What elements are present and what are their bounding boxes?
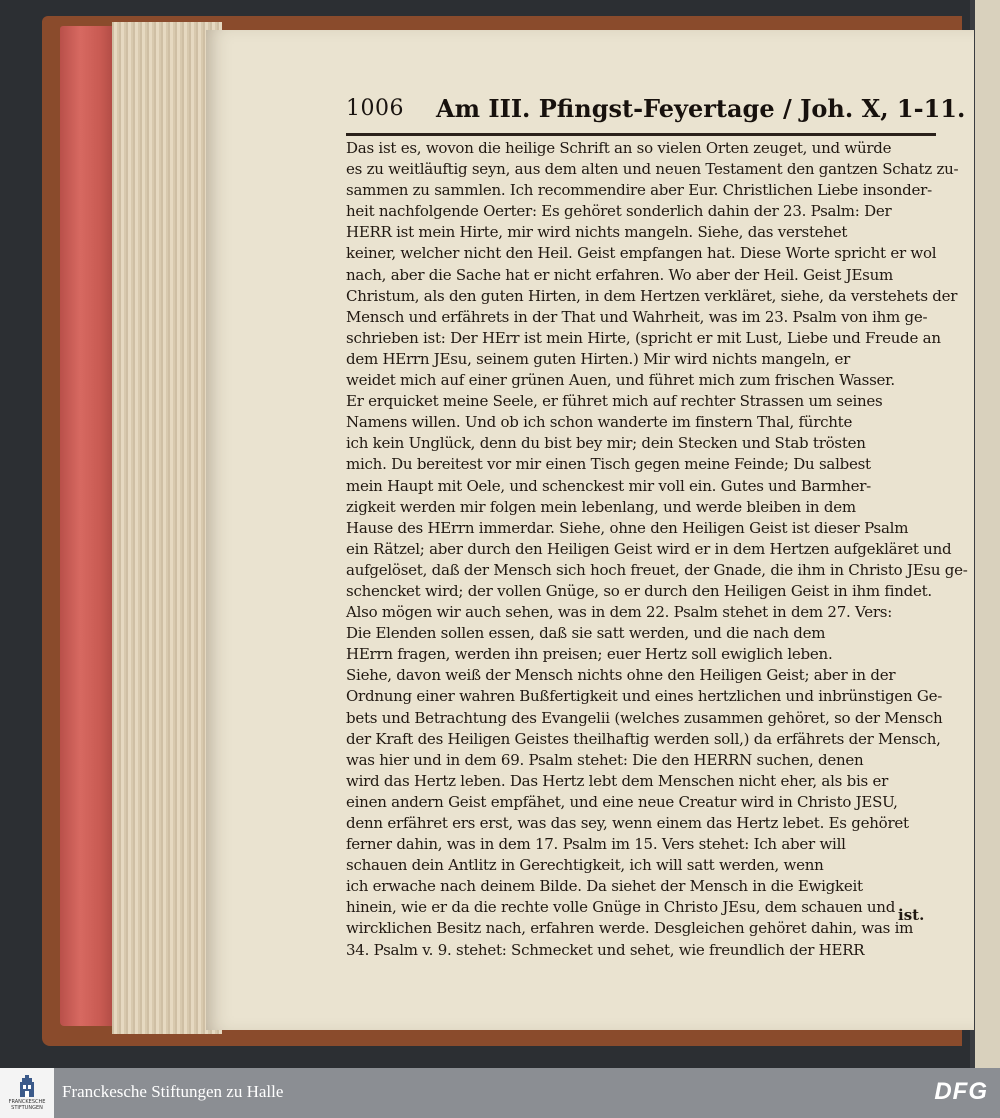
text-line: dem HErrn JEsu, seinem guten Hirten.) Mir wird nichts mangeln, er — [346, 349, 851, 368]
text-line: wird das Hertz leben. Das Hertz lebt dem Menschen nicht eher, als bis er — [346, 771, 889, 790]
text-line: Ordnung einer wahren Bußfertigkeit und eines hertzlichen und inbrünstigen Ge- — [346, 687, 943, 706]
text-line: weidet mich auf einer grünen Auen, und führet mich zum frischen Wasser. — [346, 371, 895, 390]
orphanage-emblem-icon — [19, 1075, 35, 1097]
running-head: Am III. Pfingst-Feyertage / Joh. X, 1-11. — [436, 94, 966, 123]
page-header — [346, 94, 966, 134]
next-page-edge — [970, 0, 1000, 1068]
text-line: Mensch und erfährets in der That und Wahrheit, was im 23. Psalm von ihm ge- — [346, 307, 928, 326]
text-line: 34. Psalm v. 9. stehet: Schmecket und sehet, wie freundlich der HERR — [346, 940, 865, 959]
text-line: ein Rätzel; aber durch den Heiligen Geist wird er in dem Hertzen aufgekläret und — [346, 539, 952, 558]
text-line: HErrn fragen, werden ihn preisen; euer Hertz soll ewiglich leben. — [346, 645, 833, 664]
text-line: Also mögen wir auch sehen, was in dem 22. Psalm stehet in dem 27. Vers: — [346, 603, 893, 622]
header-rule — [346, 133, 936, 136]
text-line: ferner dahin, was in dem 17. Psalm im 15. Vers stehet: Ich aber will — [346, 835, 846, 854]
text-line: einen andern Geist empfähet, und eine neue Creatur wird in Christo JESU, — [346, 792, 898, 811]
text-line: aufgelöset, daß der Mensch sich hoch freuet, der Gnade, die ihm in Christo JEsu ge- — [346, 560, 968, 579]
catchword: ist. — [898, 906, 925, 924]
dfg-logo[interactable]: DFG — [934, 1078, 988, 1105]
text-line: Die Elenden sollen essen, daß sie satt werden, und die nach dem — [346, 624, 826, 643]
text-line: schrieben ist: Der HErr ist mein Hirte, (spricht er mit Lust, Liebe und Freude an — [346, 328, 941, 347]
institution-name[interactable]: Franckesche Stiftungen zu Halle — [62, 1082, 284, 1101]
text-line: was hier und in dem 69. Psalm stehet: Die den HERRN suchen, denen — [346, 750, 864, 769]
text-line: keiner, welcher nicht den Heil. Geist empfangen hat. Diese Worte spricht er wol — [346, 244, 937, 263]
text-line: Siehe, davon weiß der Mensch nichts ohne den Heiligen Geist; aber in der — [346, 666, 896, 685]
text-line: sammen zu sammlen. Ich recommendire aber Eur. Christlichen Liebe insonder- — [346, 181, 932, 200]
text-line: nach, aber die Sache hat er nicht erfahren. Wo aber der Heil. Geist JEsum — [346, 265, 894, 284]
text-line: HERR ist mein Hirte, mir wird nichts mangeln. Siehe, das verstehet — [346, 223, 848, 242]
text-line: schauen dein Antlitz in Gerechtigkeit, ich will satt werden, wenn — [346, 856, 824, 875]
logo-text: FRANCKESCHE STIFTUNGEN — [8, 1099, 46, 1111]
text-line: denn erfähret ers erst, was das sey, wenn einem das Hertz lebet. Es gehöret — [346, 814, 909, 832]
page-number: 1006 — [346, 96, 404, 121]
text-line: heit nachfolgende Oerter: Es gehöret sonderlich dahin der 23. Psalm: Der — [346, 202, 892, 221]
text-line: ich kein Unglück, denn du bist bey mir; dein Stecken und Stab trösten — [346, 434, 866, 453]
text-line: wircklichen Besitz nach, erfahren werde. Desgleichen gehöret dahin, was im — [346, 919, 914, 938]
text-line: zigkeit werden mir folgen mein lebenlang, und werde bleiben in dem — [346, 497, 856, 516]
text-line: ich erwache nach deinem Bilde. Da siehet der Mensch in die Ewigkeit — [346, 877, 863, 896]
text-line: es zu weitläuftig seyn, aus dem alten und neuen Testament den gantzen Schatz zu- — [346, 160, 959, 179]
text-line: mein Haupt mit Oele, und schenckest mir voll ein. Gutes und Barmher- — [346, 476, 871, 495]
text-line: Das ist es, wovon die heilige Schrift an so vielen Orten zeuget, und würde — [346, 139, 892, 157]
institution-logo[interactable] — [0, 1068, 54, 1118]
text-line: bets und Betrachtung des Evangelii (welches zusammen gehöret, so der Mensch — [346, 708, 943, 727]
text-line: schencket wird; der vollen Gnüge, so er durch den Heiligen Geist in ihm findet. — [346, 581, 932, 600]
text-line: hinein, wie er da die rechte volle Gnüge in Christo JEsu, dem schauen und — [346, 898, 896, 917]
text-line: der Kraft des Heiligen Geistes theilhaftig werden soll,) da erfährets der Mensch, — [346, 729, 941, 748]
text-line: mich. Du bereitest vor mir einen Tisch gegen meine Feinde; Du salbest — [346, 455, 871, 474]
page-edges — [60, 26, 118, 1026]
text-line: Er erquicket meine Seele, er führet mich auf rechter Strassen um seines — [346, 392, 883, 411]
viewer-footer — [0, 1068, 1000, 1118]
body-text — [346, 138, 968, 961]
text-line: Christum, als den guten Hirten, in dem Hertzen verkläret, siehe, da verstehets der — [346, 286, 958, 305]
text-line: Namens willen. Und ob ich schon wanderte im finstern Thal, fürchte — [346, 413, 853, 432]
text-line: Hause des HErrn immerdar. Siehe, ohne den Heiligen Geist ist dieser Psalm — [346, 518, 909, 537]
